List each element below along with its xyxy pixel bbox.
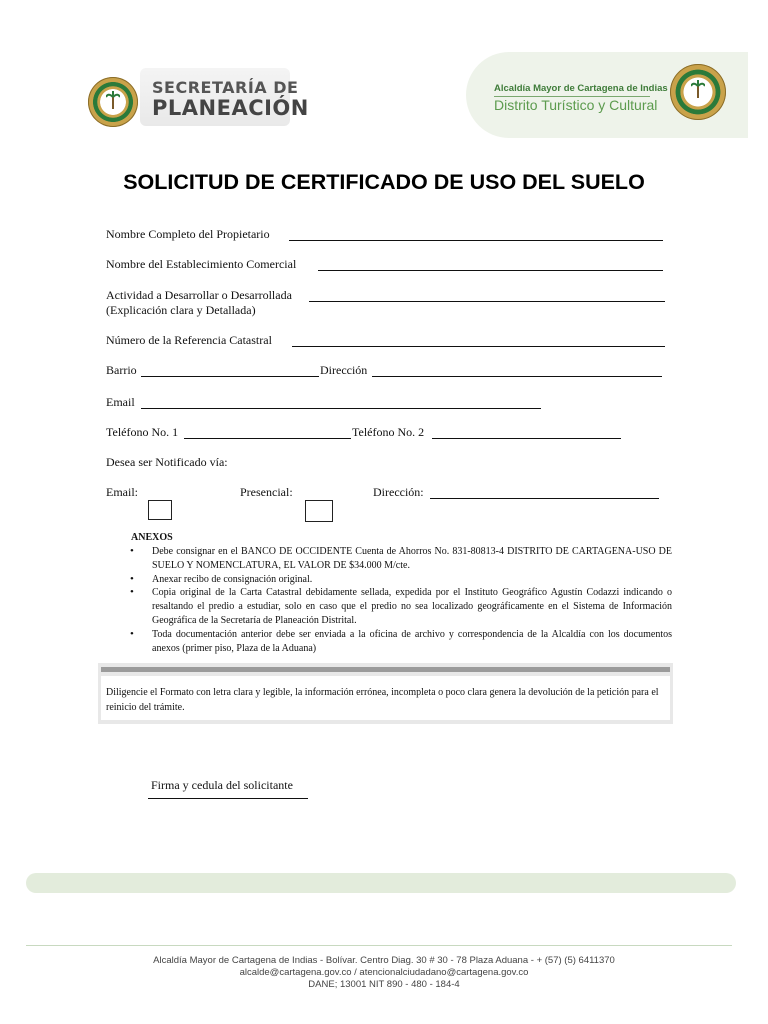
cadastral-ref-label: Número de la Referencia Catastral xyxy=(106,333,272,347)
phone1-label: Teléfono No. 1 xyxy=(106,425,179,439)
neighborhood-field[interactable] xyxy=(141,376,319,377)
business-name-field[interactable] xyxy=(318,270,663,271)
annex-item: • Toda documentación anterior debe ser enviada a la oficina de archivo y correspondencia de la Alcaldía con los documentos anexos (primer piso, Plaza de la Aduana) xyxy=(126,628,672,656)
business-name-label: Nombre del Establecimiento Comercial xyxy=(106,257,297,271)
alcaldia-subtitle: Distrito Turístico y Cultural xyxy=(494,97,658,113)
planeacion-logo-line2: PLANEACIÓN xyxy=(152,96,309,120)
annex-item: • Anexar recibo de consignación original. xyxy=(126,573,672,587)
notice-text: Diligencie el Formato con letra clara y legible, la información errónea, incompleta o poco clara genera la devolución de la petición para el reinicio del trámite. xyxy=(106,687,659,713)
address-field[interactable] xyxy=(372,376,662,377)
notify-in-person-label: Presencial: xyxy=(240,485,293,499)
phone2-label: Teléfono No. 2 xyxy=(352,425,425,439)
palm-tree-icon xyxy=(691,80,705,98)
cartagena-seal-right-icon xyxy=(670,64,726,120)
footer-address: Alcaldía Mayor de Cartagena de Indias - Bolívar. Centro Diag. 30 # 30 - 78 Plaza Aduana - + (57) (5) 6411370 xyxy=(153,955,615,966)
annexes-list xyxy=(126,545,672,655)
footer-dane-nit: DANE; 13001 NIT 890 - 480 - 184-4 xyxy=(308,979,460,990)
footer-green-bar xyxy=(26,873,736,893)
phone2-field[interactable] xyxy=(432,438,621,439)
planeacion-logo-line1: SECRETARÍA DE xyxy=(152,78,299,97)
palm-tree-icon xyxy=(106,91,120,109)
footer-divider xyxy=(26,945,732,946)
signature-field[interactable] xyxy=(148,798,308,799)
notice-bar xyxy=(101,667,670,672)
footer-emails: alcalde@cartagena.gov.co / atencionalciudadano@cartagena.gov.co xyxy=(239,967,529,978)
page-title: SOLICITUD DE CERTIFICADO DE USO DEL SUELO xyxy=(123,170,645,194)
footer-contact xyxy=(0,955,768,991)
neighborhood-label: Barrio xyxy=(106,363,137,377)
activity-sublabel: (Explicación clara y Detallada) xyxy=(106,303,256,317)
phone1-field[interactable] xyxy=(184,438,351,439)
email-label: Email xyxy=(106,395,135,409)
activity-label: Actividad a Desarrollar o Desarrollada xyxy=(106,288,292,302)
notify-in-person-checkbox[interactable] xyxy=(305,500,333,522)
annexes-title: ANEXOS xyxy=(131,532,173,543)
notify-prompt: Desea ser Notificado vía: xyxy=(106,455,228,469)
cadastral-ref-field[interactable] xyxy=(292,346,665,347)
notify-address-label: Dirección: xyxy=(373,485,424,499)
notify-email-label: Email: xyxy=(106,485,138,499)
owner-name-label: Nombre Completo del Propietario xyxy=(106,227,270,241)
address-label: Dirección xyxy=(320,363,368,377)
email-field[interactable] xyxy=(141,408,541,409)
notify-address-field[interactable] xyxy=(430,498,659,499)
signature-label: Firma y cedula del solicitante xyxy=(151,778,293,792)
annex-item: • Copia original de la Carta Catastral debidamente sellada, expedida por el Instituto Geográfico Agustín Codazzi indicando o resaltando el predio a estudiar, solo en caso que el predio no sea localizado geográficamente en el Sistema de Información Geográfica de la Secretaría de Planeación Distrital. xyxy=(126,586,672,627)
owner-name-field[interactable] xyxy=(289,240,663,241)
cartagena-seal-left-icon xyxy=(88,77,138,127)
activity-field[interactable] xyxy=(309,301,665,302)
annex-item: • Debe consignar en el BANCO DE OCCIDENTE Cuenta de Ahorros No. 831-80813-4 DISTRITO DE CARTAGENA-USO DE SUELO Y NOMENCLATURA, EL VALOR DE $34.000 M/cte. xyxy=(126,545,672,573)
alcaldia-title: Alcaldía Mayor de Cartagena de Indias xyxy=(494,83,668,94)
notify-email-checkbox[interactable] xyxy=(148,500,172,520)
